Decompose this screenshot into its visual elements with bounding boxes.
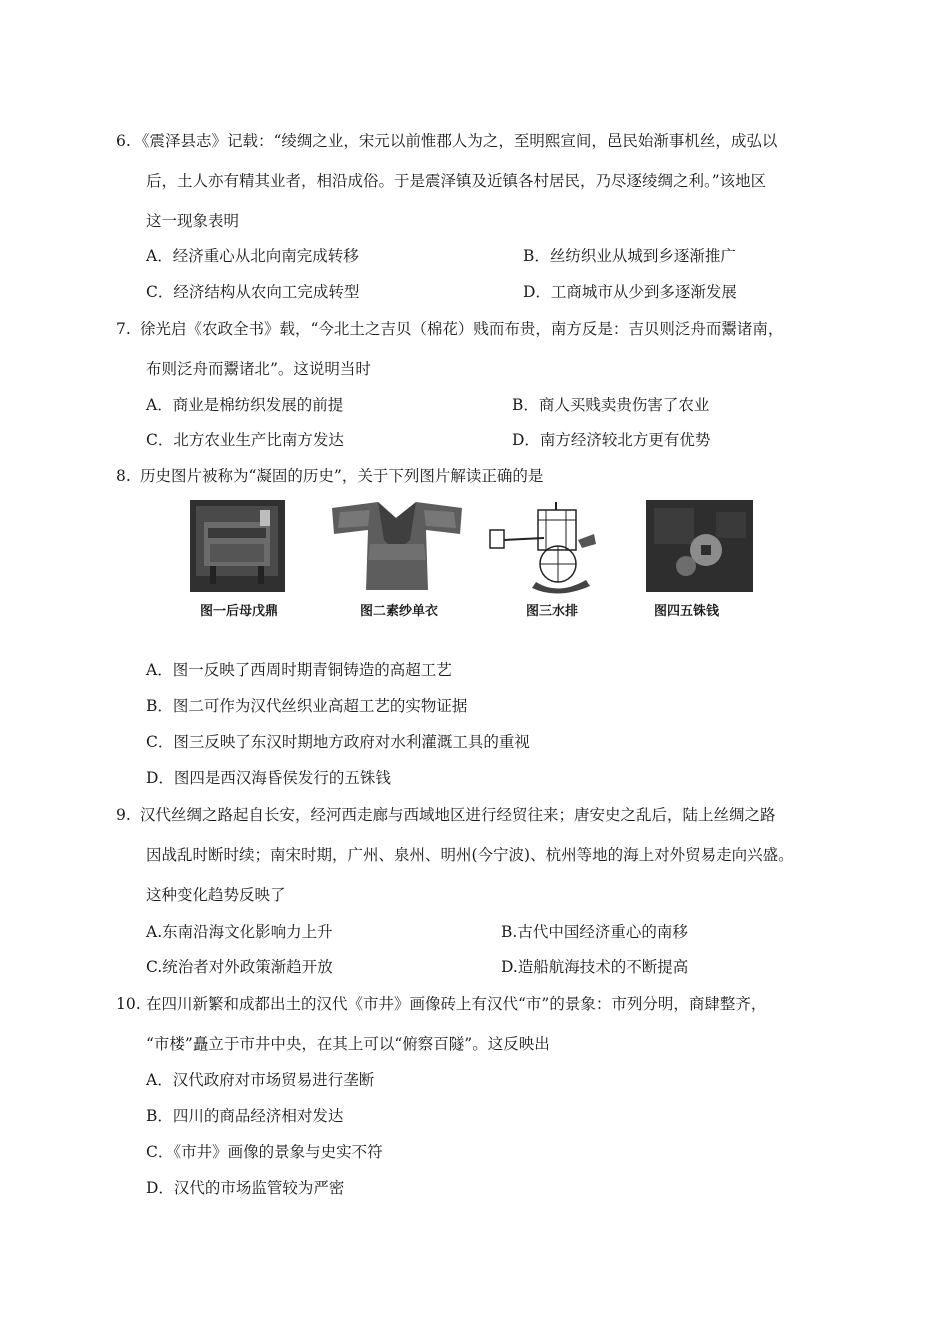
figure-caption: 图三水排 — [526, 604, 579, 619]
figure-caption: 图一后母戊鼎 — [200, 604, 279, 619]
question-stem-line: 后，土人亦有精其业者，相沿成俗。于是震泽镇及近镇各村居民，乃尽逐绫绸之利。”该地区 — [146, 172, 767, 190]
question-stem-line: 因战乱时断时续；南宋时期，广州、泉州、明州(今宁波)、杭州等地的海上对外贸易走向兴盛。 — [146, 846, 794, 864]
question-number: 9. — [116, 806, 131, 824]
figure-1 — [190, 500, 285, 619]
option-d[interactable]: D．工商城市从少到多逐渐发展 — [523, 283, 737, 301]
option-d[interactable]: D.造船航海技术的不断提高 — [501, 958, 689, 976]
figure-4 — [646, 500, 753, 619]
option-c[interactable]: C．北方农业生产比南方发达 — [146, 431, 344, 449]
option-d[interactable]: D．图四是西汉海昏侯发行的五铢钱 — [146, 769, 391, 787]
option-a[interactable]: A．经济重心从北向南完成转移 — [146, 247, 359, 265]
option-d[interactable]: D．汉代的市场监管较为严密 — [146, 1179, 345, 1197]
option-b[interactable]: B．商人买贱卖贵伤害了农业 — [512, 396, 710, 414]
option-b[interactable]: B．四川的商品经济相对发达 — [146, 1107, 344, 1125]
question-stem-line: 这一现象表明 — [146, 212, 240, 230]
option-a[interactable]: A．汉代政府对市场贸易进行垄断 — [146, 1071, 375, 1089]
question-number: 7. — [116, 320, 131, 338]
question-stem-line: 徐光启《农政全书》载，“今北土之吉贝（棉花）贱而布贵，南方反是：吉贝则泛舟而鬻诸南， — [140, 320, 784, 338]
figure-row — [186, 500, 766, 625]
wuzhu-coin-image — [646, 500, 753, 592]
question-stem-line: 布则泛舟而鬻诸北”。这说明当时 — [146, 360, 371, 378]
option-d[interactable]: D．南方经济较北方更有优势 — [512, 431, 711, 449]
figure-caption: 图二素纱单衣 — [360, 604, 439, 619]
question-stem-line: 汉代丝绸之路起自长安，经河西走廊与西域地区进行经贸往来；唐安史之乱后，陆上丝绸之路 — [140, 806, 776, 824]
figure-caption: 图四五铢钱 — [654, 604, 720, 619]
option-b[interactable]: B.古代中国经济重心的南移 — [501, 923, 688, 941]
question-stem-line: 《震泽县志》记载：“绫绸之业，宋元以前惟郡人为之，至明熙宣间，邑民始渐事机丝，成弘以 — [134, 132, 778, 150]
option-a[interactable]: A.东南沿海文化影响力上升 — [146, 923, 333, 941]
option-a[interactable]: A．商业是棉纺织发展的前提 — [146, 396, 344, 414]
silk-robe-image — [330, 500, 464, 592]
figure-2 — [330, 500, 464, 619]
option-c[interactable]: C．经济结构从农向工完成转型 — [146, 283, 360, 301]
option-a[interactable]: A．图一反映了西周时期青铜铸造的高超工艺 — [146, 661, 452, 679]
option-b[interactable]: B．图二可作为汉代丝织业高超工艺的实物证据 — [146, 697, 468, 715]
option-c[interactable]: C．《市井》画像的景象与史实不符 — [146, 1143, 383, 1161]
option-c[interactable]: C．图三反映了东汉时期地方政府对水利灌溉工具的重视 — [146, 733, 530, 751]
question-stem-line: 历史图片被称为“凝固的历史”，关于下列图片解读正确的是 — [140, 467, 544, 485]
question-number: 8. — [116, 467, 131, 485]
question-stem-line: “市楼”矗立于市井中央，在其上可以“俯察百隧”。这反映出 — [146, 1035, 550, 1053]
question-number: 10. — [116, 995, 141, 1013]
bronze-ding-image — [190, 500, 285, 592]
question-stem-line: 在四川新繁和成都出土的汉代《市井》画像砖上有汉代“市”的景象：市列分明，商肆整齐， — [146, 995, 767, 1013]
option-b[interactable]: B．丝纺织业从城到乡逐渐推广 — [523, 247, 736, 265]
option-c[interactable]: C.统治者对外政策渐趋开放 — [146, 958, 333, 976]
figure-3 — [486, 500, 601, 619]
question-stem-line: 这种变化趋势反映了 — [146, 886, 286, 904]
water-bellows-image — [486, 500, 601, 596]
question-number: 6. — [116, 132, 131, 150]
